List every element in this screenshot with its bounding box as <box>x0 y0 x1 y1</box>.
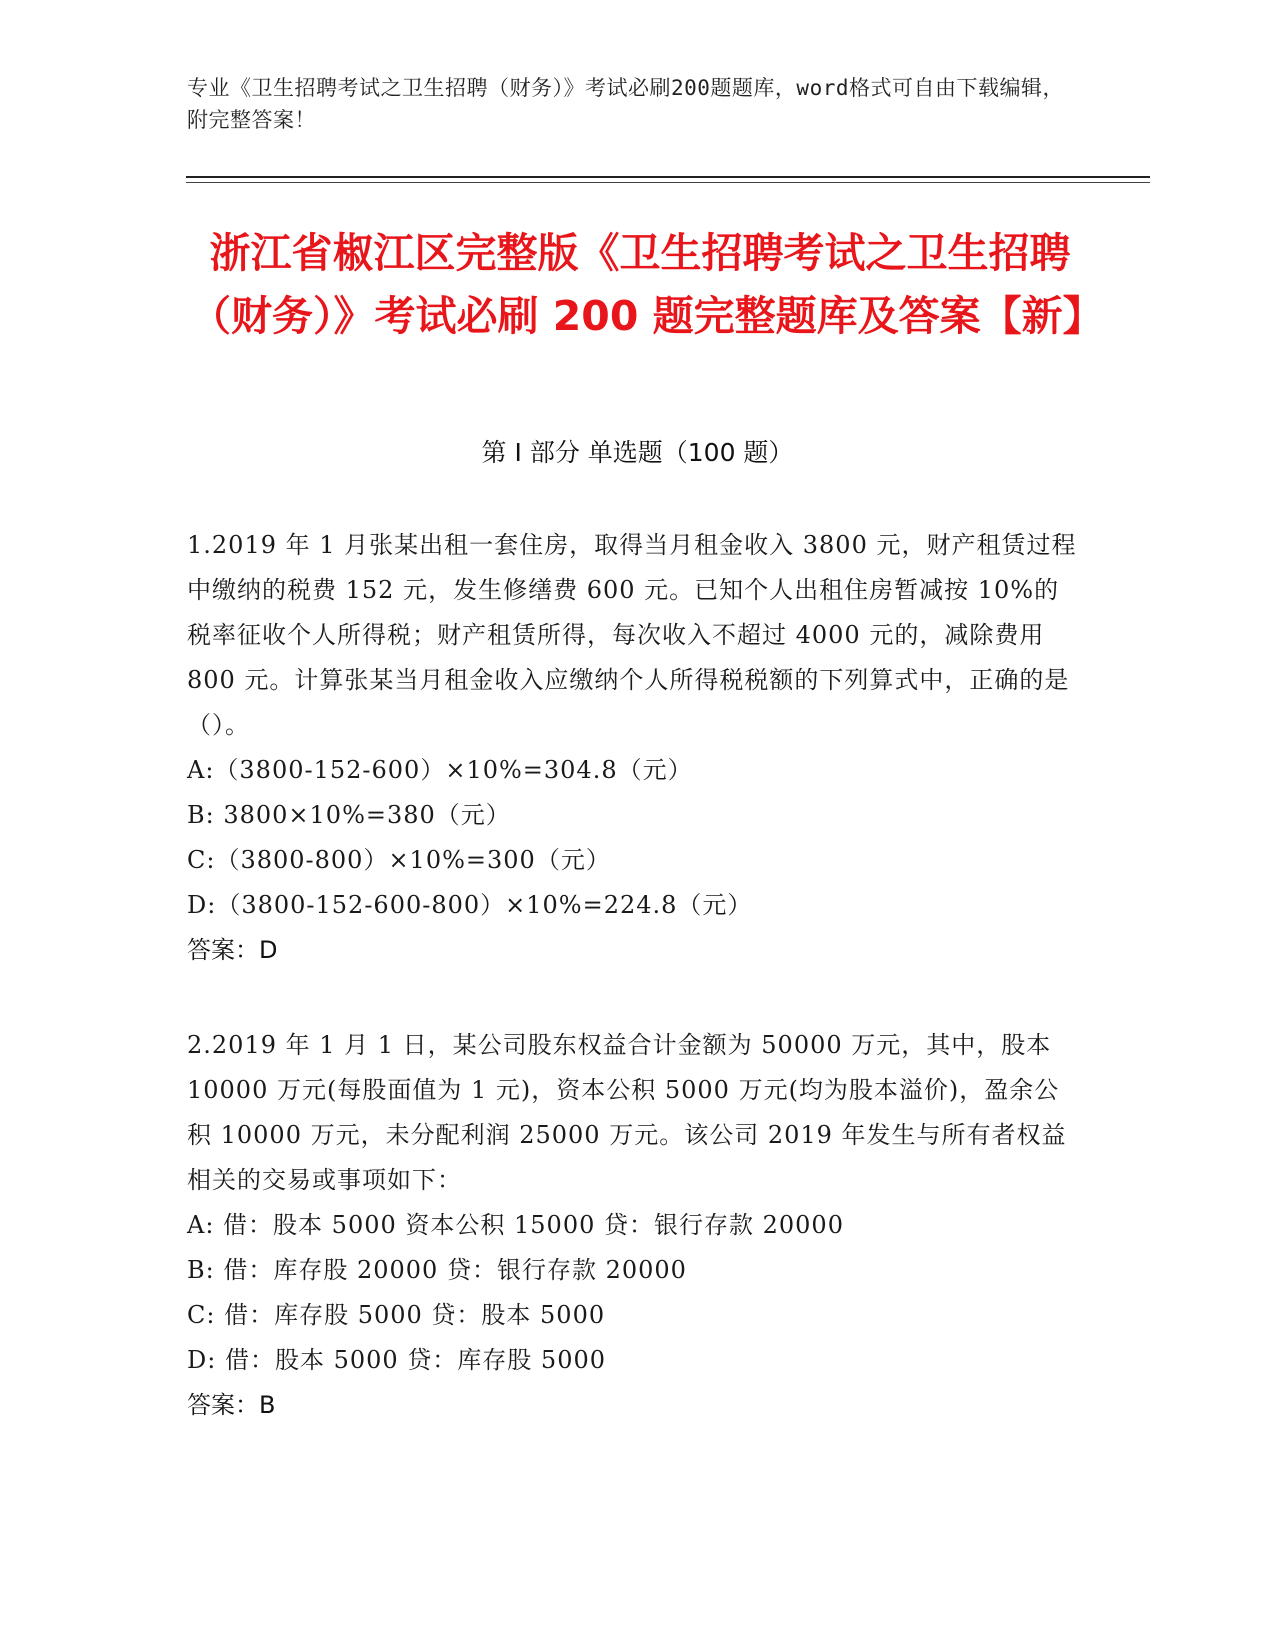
header-note: 专业《卫生招聘考试之卫生招聘（财务）》考试必刷200题题库，word格式可自由下载编辑，附完整答案！ <box>187 76 1064 132</box>
document-title: 浙江省椒江区完整版《卫生招聘考试之卫生招聘（财务）》考试必刷 200 题完整题库及答案【新】 <box>190 229 1104 340</box>
option-a: A:（3800-152-600）×10%=304.8（元） <box>187 756 693 784</box>
option-b: B: 借：库存股 20000 贷：银行存款 20000 <box>187 1256 687 1284</box>
option-c: C:（3800-800）×10%=300（元） <box>187 846 611 874</box>
option-d: D: 借：股本 5000 贷：库存股 5000 <box>187 1346 606 1374</box>
header-rule-thin <box>186 182 1150 183</box>
question-stem: 2.2019 年 1 月 1 日，某公司股东权益合计金额为 50000 万元，其中，股本 10000 万元(每股面值为 1 元)，资本公积 5000 万元(均为股本溢价)，盈余公积 10000 万元，未分配利润 25000 万元。该公司 2019 年发生与所有者权益相关的交易或事项如下： <box>187 1031 1067 1194</box>
question-1 <box>187 523 1077 973</box>
option-c: C: 借：库存股 5000 贷：股本 5000 <box>187 1301 606 1329</box>
answer-line: 答案：B <box>187 1391 276 1419</box>
header-rule-thick <box>186 176 1150 178</box>
option-a: A: 借：股本 5000 资本公积 15000 贷：银行存款 20000 <box>187 1211 844 1239</box>
option-b: B: 3800×10%=380（元） <box>187 801 511 829</box>
question-2 <box>187 1023 1077 1428</box>
question-stem: 1.2019 年 1 月张某出租一套住房，取得当月租金收入 3800 元，财产租赁过程中缴纳的税费 152 元，发生修缮费 600 元。已知个人出租住房暂减按 10%的税率征收个人所得税；财产租赁所得，每次收入不超过 4000 元的，减除费用 800 元。计算张某当月租金收入应缴纳个人所得税税额的下列算式中，正确的是（）。 <box>187 531 1077 739</box>
option-d: D:（3800-152-600-800）×10%=224.8（元） <box>187 891 753 919</box>
answer-line: 答案：D <box>187 936 278 964</box>
section-heading: 第 I 部分 单选题（100 题） <box>481 438 794 467</box>
